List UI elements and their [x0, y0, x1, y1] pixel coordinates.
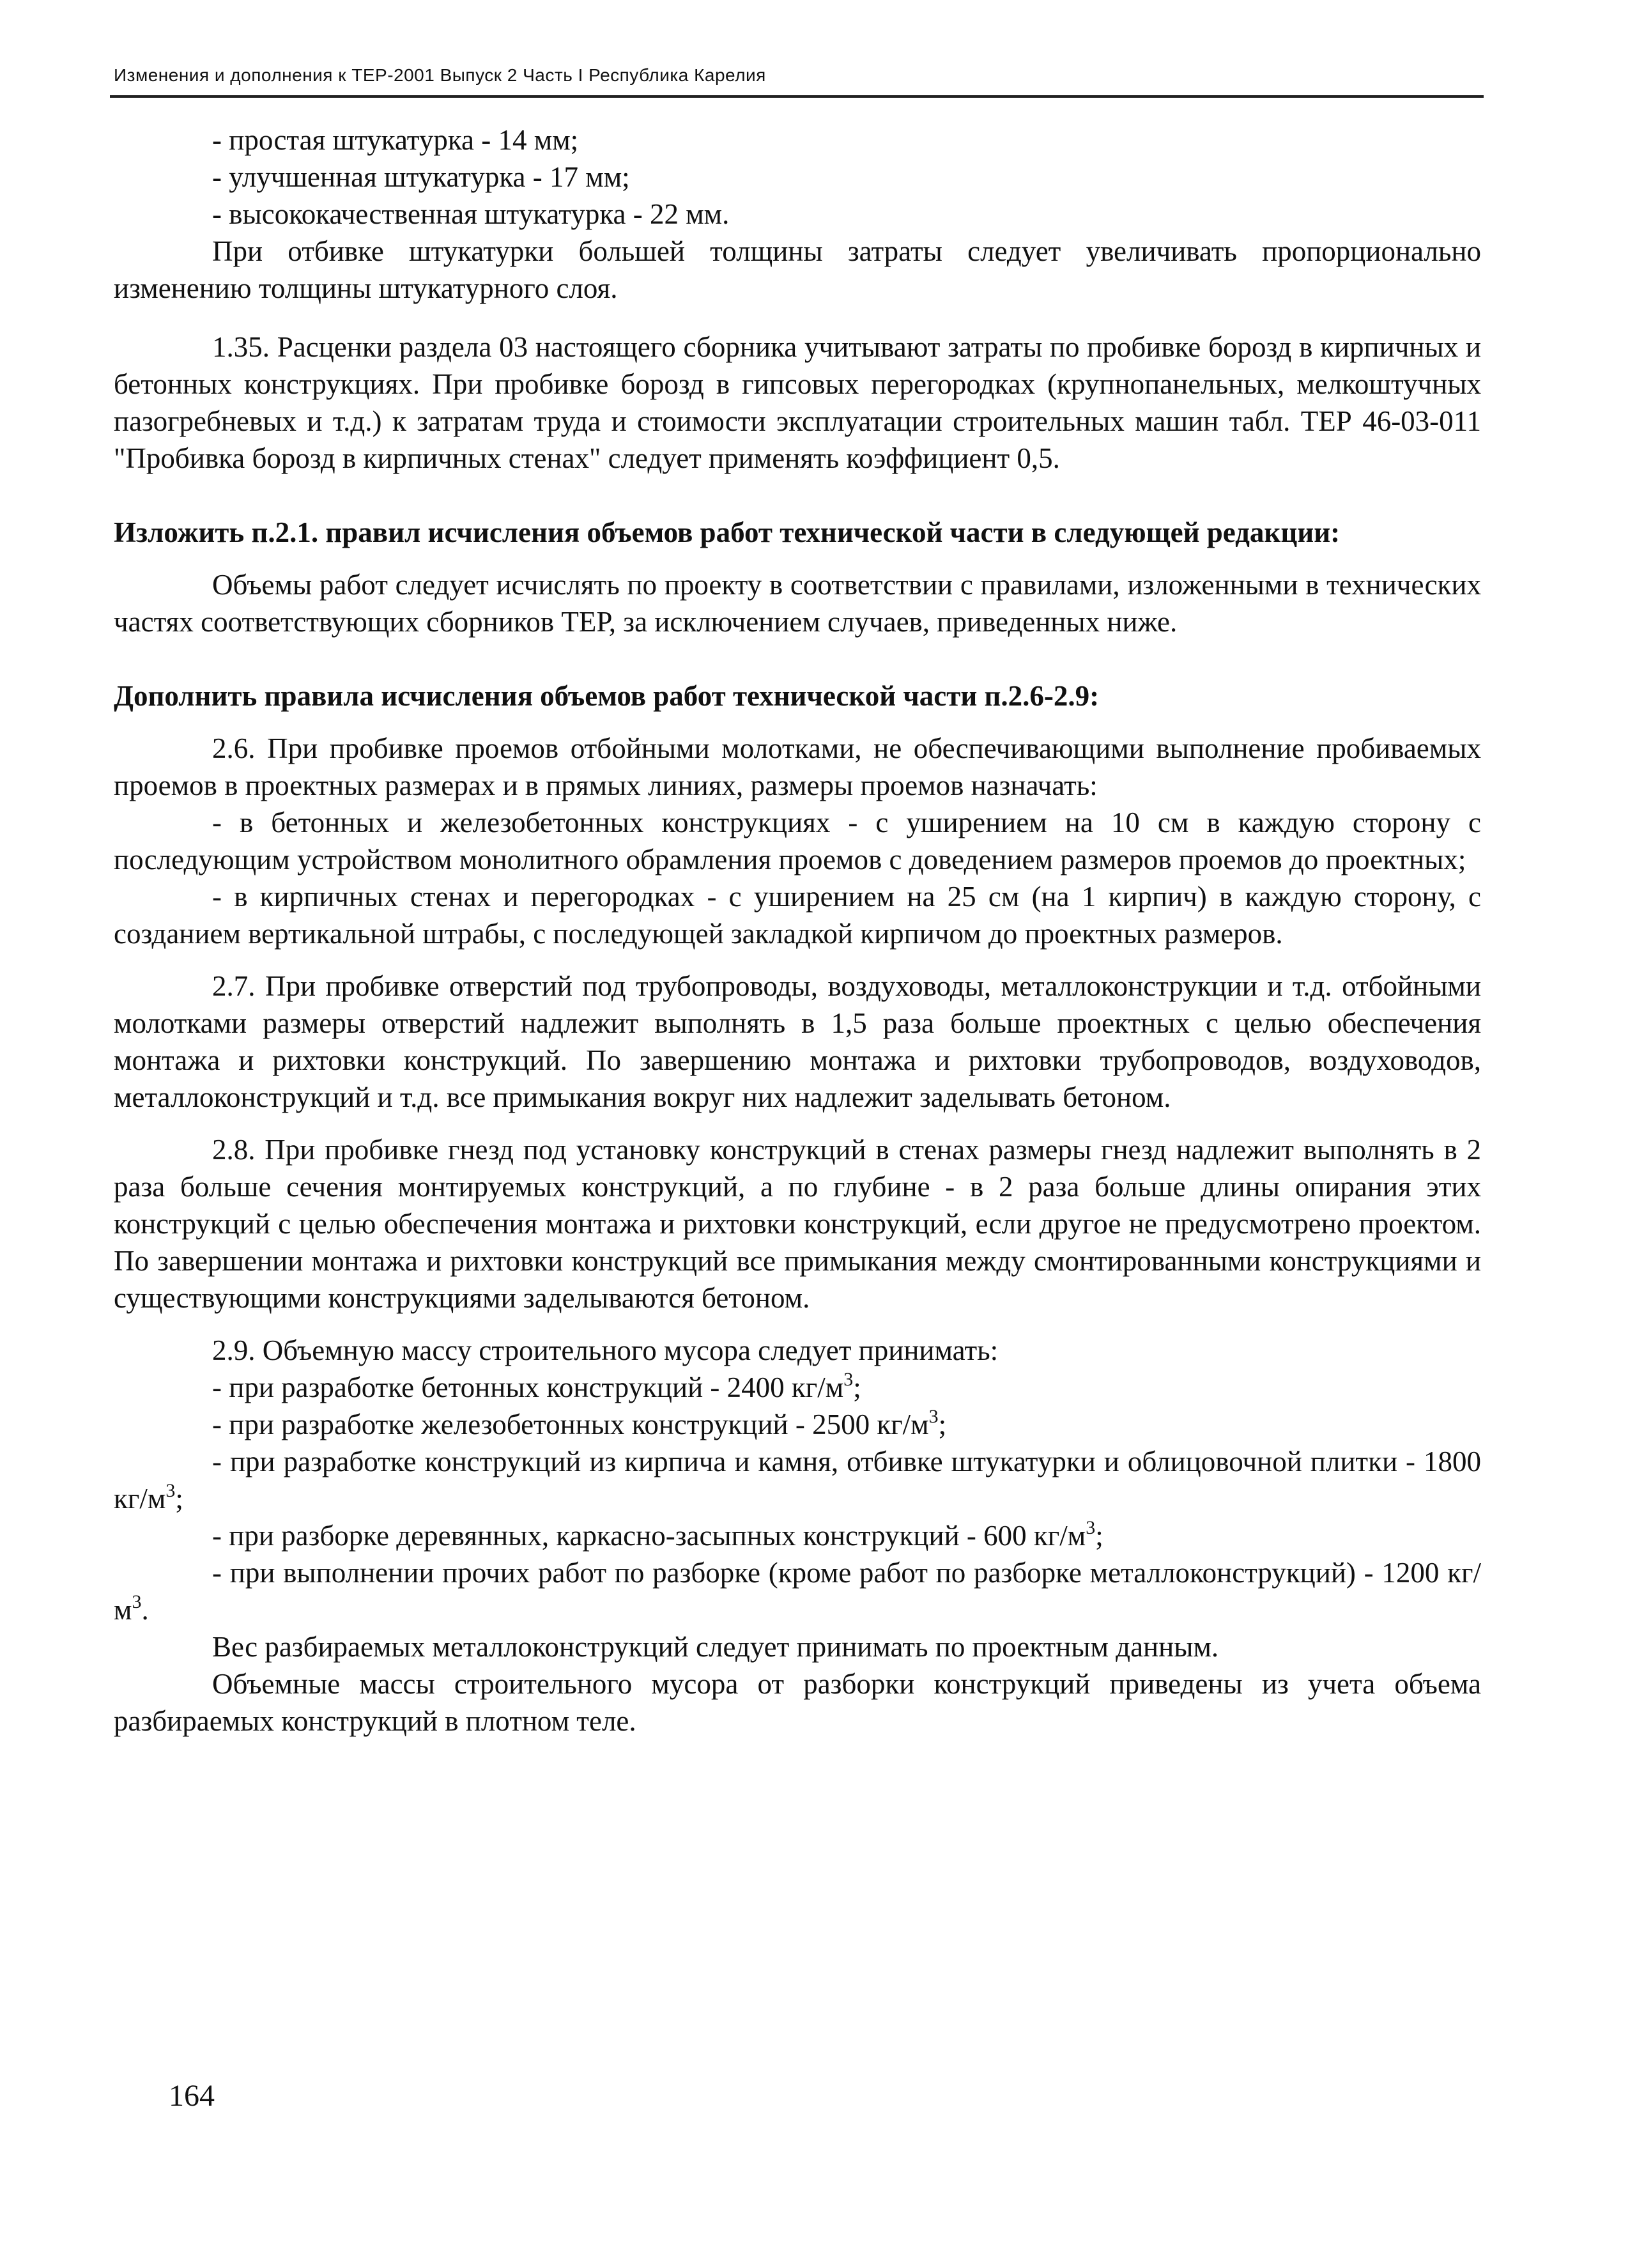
superscript: 3: [165, 1480, 176, 1501]
list-item-plaster-improved: - улучшенная штукатурка - 17 мм;: [212, 161, 630, 193]
list-item-tail: ;: [938, 1408, 947, 1440]
paragraph-2-9: 2.9. Объемную массу строительного мусора следует принимать:: [212, 1334, 999, 1366]
list-item-text: - при разработке конструкций из кирпича и камня, отбивке штукатурки и облицовочной плитки - 1800 кг/м: [114, 1446, 1481, 1515]
section-heading-2-6-2-9: Дополнить правила исчисления объемов работ технической части п.2.6-2.9:: [114, 680, 1100, 712]
list-item-tail: ;: [1095, 1520, 1103, 1552]
list-item-mass-concrete: [114, 1369, 1481, 1406]
list-item-mass-reinforced-concrete: [114, 1406, 1481, 1443]
list-item-tail: ;: [175, 1483, 183, 1515]
page-number: 164: [169, 2079, 215, 2113]
superscript: 3: [843, 1369, 854, 1390]
header-rule: [110, 95, 1484, 98]
paragraph-1-35: 1.35. Расценки раздела 03 настоящего сборника учитывают затраты по пробивке борозд в кирпичных и бетонных конструкциях. При пробивке борозд в гипсовых перегородках (крупнопанельных, мелкоштучных пазогребневых и т.д.) к затратам труда и стоимости эксплуатации строительных машин табл. ТЕР 46-03-011 "Пробивка борозд в кирпичных стенах" следует применять коэффициент 0,5.: [114, 331, 1481, 474]
list-item-tail: ;: [853, 1371, 861, 1403]
list-item-text: - при выполнении прочих работ по разборке (кроме работ по разборке металлоконструкций) - 1200 кг/м: [114, 1557, 1481, 1626]
list-item-mass-brick: [114, 1443, 1481, 1517]
list-item-tail: .: [141, 1594, 149, 1626]
paragraph-2-7: 2.7. При пробивке отверстий под трубопроводы, воздуховоды, металлоконструкции и т.д. отбойными молотками размеры отверстий надлежит выполнять в 1,5 раза больше проектных с целью обеспечения монтажа и рихтовки конструкций. По завершению монтажа и рихтовки трубопроводов, воздуховодов, металлоконструкций и т.д. все примыкания вокруг них надлежит заделывать бетоном.: [114, 970, 1481, 1113]
section-heading-2-1: Изложить п.2.1. правил исчисления объемов работ технической части в следующей редакции:: [114, 516, 1341, 548]
paragraph-final: Объемные массы строительного мусора от разборки конструкций приведены из учета объема разбираемых конструкций в плотном теле.: [114, 1668, 1481, 1737]
list-item-text: - при разработке железобетонных конструкций - 2500 кг/м: [212, 1408, 929, 1440]
list-item-mass-other: [114, 1554, 1481, 1628]
list-item-text: - при разработке бетонных конструкций - 2400 кг/м: [212, 1371, 844, 1403]
running-header: Изменения и дополнения к ТЕР-2001 Выпуск 2 Часть I Республика Карелия: [114, 65, 766, 85]
list-item-plaster-high-quality: - высококачественная штукатурка - 22 мм.: [212, 198, 730, 230]
paragraph-2-1: Объемы работ следует исчислять по проекту в соответствии с правилами, изложенными в технических частях соответствующих сборников ТЕР, за исключением случаев, приведенных ниже.: [114, 569, 1481, 638]
superscript: 3: [928, 1406, 939, 1427]
list-item-mass-wooden: [114, 1517, 1481, 1554]
paragraph-metal-weight: Вес разбираемых металлоконструкций следует принимать по проектным данным.: [212, 1631, 1219, 1663]
superscript: 3: [1086, 1517, 1096, 1538]
paragraph-2-8: 2.8. При пробивке гнезд под установку конструкций в стенах размеры гнезд надлежит выполнять в 2 раза больше сечения монтируемых конструкций, а по глубине - в 2 раза больше длины опирания этих конструкций с целью обеспечения монтажа и рихтовки конструкций, если другое не предусмотрено проектом. По завершении монтажа и рихтовки конструкций все примыкания между смонтированными конструкциями и существующими конструкциями заделываются бетоном.: [114, 1134, 1481, 1314]
paragraph-2-6-concrete: - в бетонных и железобетонных конструкциях - с уширением на 10 см в каждую сторону с последующим устройством монолитного обрамления проемов с доведением размеров проемов до проектных;: [114, 806, 1481, 876]
list-item-plaster-simple: - простая штукатурка - 14 мм;: [212, 124, 579, 156]
paragraph-plaster-note: При отбивке штукатурки большей толщины затраты следует увеличивать пропорционально изменению толщины штукатурного слоя.: [114, 235, 1481, 304]
page-content: [114, 121, 1481, 1740]
superscript: 3: [132, 1591, 142, 1612]
paragraph-2-6-brick: - в кирпичных стенах и перегородках - с уширением на 25 см (на 1 кирпич) в каждую сторону, с созданием вертикальной штрабы, с последующей закладкой кирпичом до проектных размеров.: [114, 881, 1481, 950]
paragraph-2-6: 2.6. При пробивке проемов отбойными молотками, не обеспечивающими выполнение пробиваемых проемов в проектных размерах и в прямых линиях, размеры проемов назначать:: [114, 732, 1481, 801]
list-item-text: - при разборке деревянных, каркасно-засыпных конструкций - 600 кг/м: [212, 1520, 1086, 1552]
